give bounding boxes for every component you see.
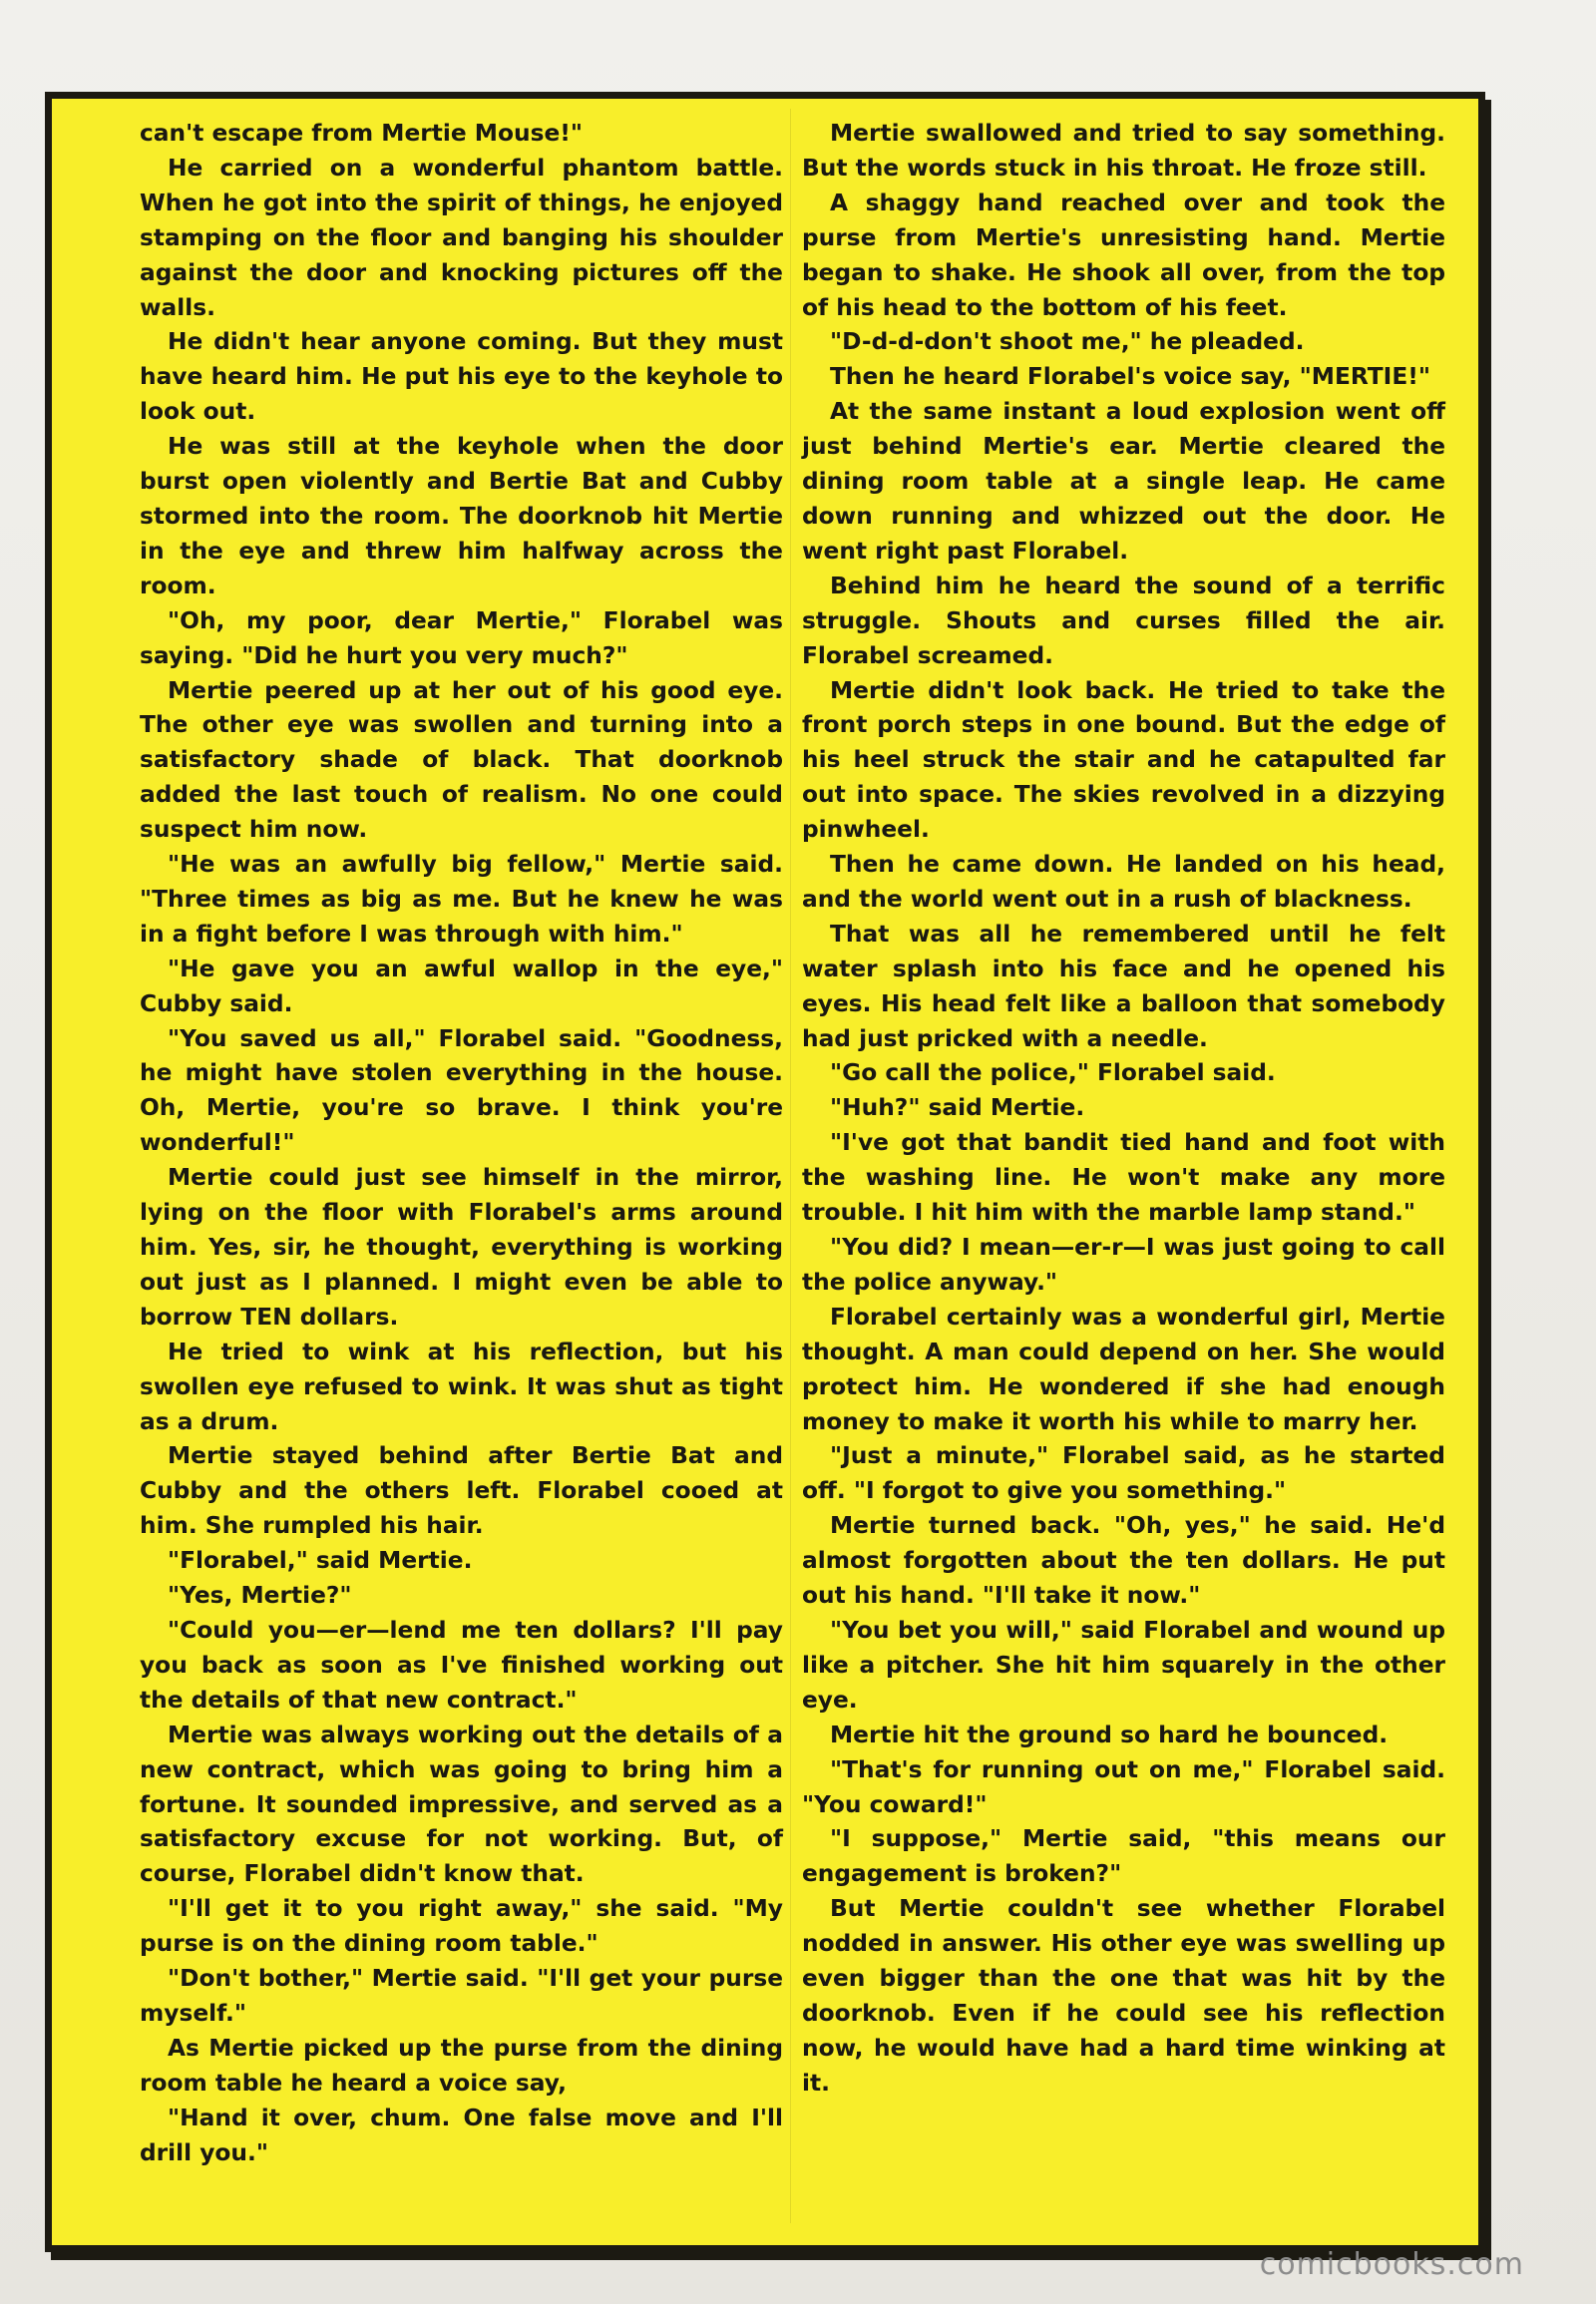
paragraph: Behind him he heard the sound of a terrific struggle. Shouts and curses filled the air. Florabel screamed.: [802, 572, 1445, 669]
paragraph: "Go call the police," Florabel said.: [830, 1059, 1276, 1087]
paragraph: At the same instant a loud explosion went off just behind Mertie's ear. Mertie cleared the dining room table at a single leap. He came down running and whizzed out the door. He went right past Florabel.: [802, 398, 1445, 565]
paragraph: "I'll get it to you right away," she said. "My purse is on the dining room table.": [140, 1895, 783, 1958]
paragraph: Mertie hit the ground so hard he bounced.: [830, 1721, 1389, 1748]
paragraph: Mertie was always working out the details of a new contract, which was going to bring him a fortune. It sounded impressive, and served as a satisfactory excuse for not working. But, of course, Florabel didn't know that.: [140, 1721, 783, 1888]
paragraph: A shaggy hand reached over and took the purse from Mertie's unresisting hand. Mertie began to shake. He shook all over, from the top of his head to the bottom of his feet.: [802, 189, 1445, 321]
paragraph: That was all he remembered until he felt water splash into his face and he opened his eyes. His head felt like a balloon that somebody had just pricked with a needle.: [802, 920, 1445, 1052]
paragraph: "He was an awfully big fellow," Mertie said. "Three times as big as me. But he knew he was in a fight before I was through with him.": [140, 851, 783, 948]
paragraph: Then he came down. He landed on his head, and the world went out in a rush of blackness.: [802, 851, 1445, 913]
paragraph: He tried to wink at his reflection, but his swollen eye refused to wink. It was shut as tight as a drum.: [140, 1338, 783, 1435]
paragraph: "I suppose," Mertie said, "this means our engagement is broken?": [802, 1825, 1445, 1888]
paragraph: Florabel certainly was a wonderful girl, Mertie thought. A man could depend on her. She would protect him. He wondered if she had enough money to make it worth his while to marry her.: [802, 1303, 1445, 1435]
paragraph: "Hand it over, chum. One false move and I'll drill you.": [140, 2104, 783, 2166]
paragraph: Then he heard Florabel's voice say, "MERTIE!": [830, 363, 1431, 391]
text-panel: [45, 92, 1485, 2252]
paragraph: "Oh, my poor, dear Mertie," Florabel was saying. "Did he hurt you very much?": [140, 606, 783, 669]
paragraph: "You bet you will," said Florabel and wound up like a pitcher. She hit him squarely in the other eye.: [802, 1616, 1445, 1714]
paragraph: "D-d-d-don't shoot me," he pleaded.: [830, 328, 1305, 356]
paragraph: "Just a minute," Florabel said, as he started off. "I forgot to give you something.": [802, 1442, 1445, 1505]
site-watermark: comicbooks.com: [1259, 2247, 1524, 2282]
paragraph: "Don't bother," Mertie said. "I'll get your purse myself.": [140, 1965, 783, 2027]
paragraph: Mertie stayed behind after Bertie Bat and Cubby and the others left. Florabel cooed at him. She rumpled his hair.: [140, 1442, 783, 1540]
paragraph: He was still at the keyhole when the door burst open violently and Bertie Bat and Cubby stormed into the room. The doorknob hit Mertie in the eye and threw him halfway across the room.: [140, 433, 783, 599]
paragraph: He carried on a wonderful phantom battle. When he got into the spirit of things, he enjoyed stamping on the floor and banging his shoulder against the door and knocking pictures off the walls.: [140, 154, 783, 321]
paragraph: Mertie could just see himself in the mirror, lying on the floor with Florabel's arms around him. Yes, sir, he thought, everything is working out just as I planned. I might even be able to borrow TEN dollars.: [140, 1164, 783, 1331]
paragraph: "I've got that bandit tied hand and foot with the washing line. He won't make any more trouble. I hit him with the marble lamp stand.": [802, 1129, 1445, 1227]
paragraph: "He gave you an awful wallop in the eye," Cubby said.: [140, 955, 783, 1017]
paragraph: Mertie turned back. "Oh, yes," he said. He'd almost forgotten about the ten dollars. He put out his hand. "I'll take it now.": [802, 1512, 1445, 1610]
paragraph: "Florabel," said Mertie.: [168, 1547, 473, 1575]
paragraph: "Yes, Mertie?": [168, 1582, 352, 1610]
paragraph: As Mertie picked up the purse from the dining room table he heard a voice say,: [140, 2034, 783, 2097]
paragraph: can't escape from Mertie Mouse!": [140, 120, 584, 147]
paragraph: He didn't hear anyone coming. But they must have heard him. He put his eye to the keyhole to look out.: [140, 328, 783, 426]
right-column: [802, 117, 1445, 2102]
left-column: [140, 117, 783, 2170]
paragraph: "That's for running out on me," Florabel said. "You coward!": [802, 1755, 1445, 1818]
paragraph: But Mertie couldn't see whether Florabel nodded in answer. His other eye was swelling up even bigger than the one that was hit by the doorknob. Even if he could see his reflection now, he would have had a hard time winking at it.: [802, 1895, 1445, 2097]
paragraph: "Could you—er—lend me ten dollars? I'll pay you back as soon as I've finished working out the details of that new contract.": [140, 1616, 783, 1714]
paragraph: Mertie swallowed and tried to say something. But the words stuck in his throat. He froze still.: [802, 120, 1445, 182]
paragraph: "Huh?" said Mertie.: [830, 1094, 1085, 1122]
column-divider: [790, 109, 791, 2223]
paragraph: "You saved us all," Florabel said. "Goodness, he might have stolen everything in the house. Oh, Mertie, you're so brave. I think you're wonderful!": [140, 1024, 783, 1157]
paragraph: Mertie peered up at her out of his good eye. The other eye was swollen and turning into a satisfactory shade of black. That doorknob added the last touch of realism. No one could suspect him now.: [140, 676, 783, 844]
paragraph: "You did? I mean—er-r—I was just going to call the police anyway.": [802, 1234, 1445, 1296]
paragraph: Mertie didn't look back. He tried to take the front porch steps in one bound. But the edge of his heel struck the stair and he catapulted far out into space. The skies revolved in a dizzying pinwheel.: [802, 676, 1445, 844]
